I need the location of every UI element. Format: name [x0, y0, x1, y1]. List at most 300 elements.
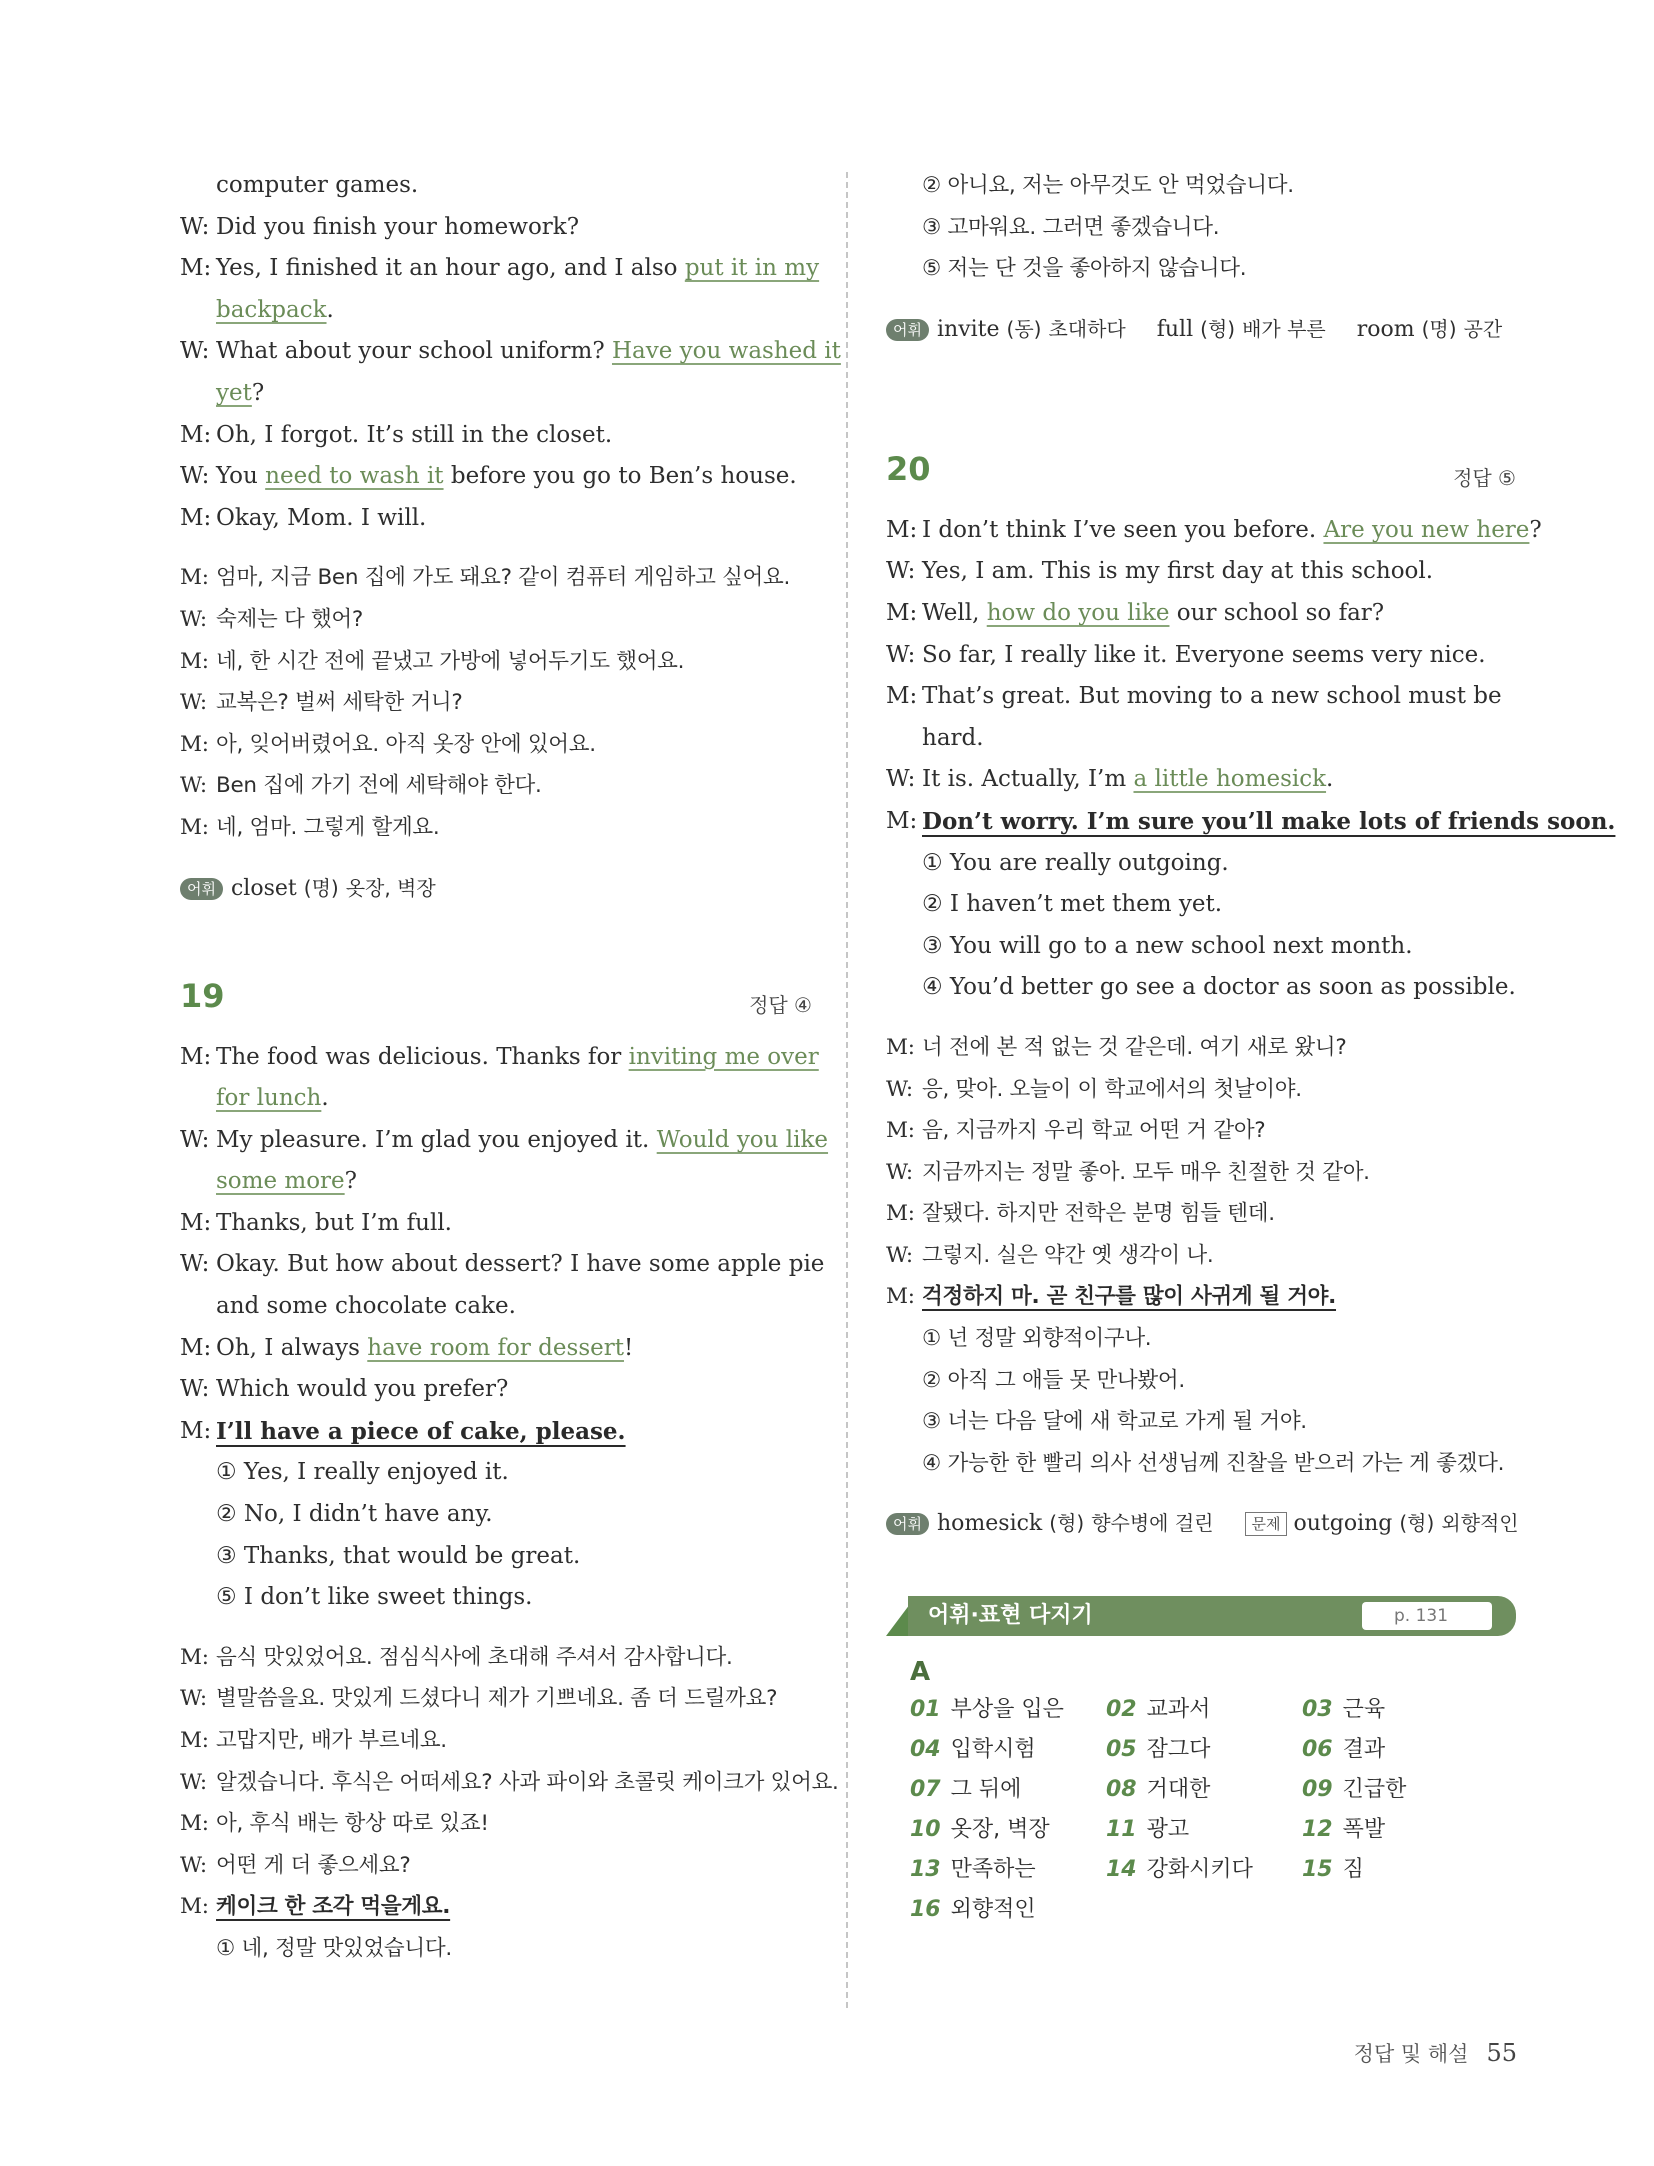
vocab-word: room	[1356, 316, 1415, 342]
dialogue-block	[180, 165, 841, 539]
vocab-answer-item	[910, 1812, 1050, 1843]
korean-line	[180, 1803, 812, 1845]
option-text: ② 아직 그 애들 못 만나봤어.	[922, 1367, 1185, 1393]
item-answer: 외향적인	[950, 1897, 1036, 1923]
question-number: 19	[180, 976, 225, 1015]
dialogue-line	[180, 1037, 819, 1079]
korean-line	[180, 765, 812, 807]
footer-label: 정답 및 해설	[1353, 2042, 1469, 2066]
speaker-label: M:	[886, 599, 918, 626]
line-text	[216, 1328, 633, 1370]
speaker-label: M:	[180, 648, 209, 674]
item-answer: 강화시키다	[1146, 1857, 1253, 1883]
dialogue-line	[886, 551, 1516, 593]
dialogue-line	[180, 1203, 812, 1245]
option-text: ② I haven’t met them yet.	[922, 891, 1223, 918]
korean-line	[886, 1152, 1516, 1194]
line-text	[216, 1845, 410, 1887]
korean-options-list	[886, 165, 1516, 290]
page-number: 55	[1486, 2039, 1517, 2067]
dialogue-line	[180, 1244, 825, 1286]
vocab-meaning: 외향적인	[1441, 1511, 1519, 1536]
vocab-answer-item	[1106, 1772, 1210, 1803]
item-answer: 근육	[1342, 1697, 1386, 1723]
text-segment: 네, 한 시간 전에 끝냈고 가방에 넣어두기도 했어요.	[216, 648, 685, 674]
item-answer: 거대한	[1146, 1777, 1211, 1803]
vocab-answer-item	[1302, 1692, 1385, 1723]
highlighted-phrase: yet	[216, 379, 252, 406]
section-banner	[886, 1596, 1516, 1642]
options-list	[886, 843, 1516, 1009]
highlighted-phrase: Would you like	[656, 1126, 829, 1153]
item-number: 10	[910, 1817, 941, 1843]
dialogue-line	[180, 1369, 812, 1411]
item-number: 11	[1106, 1817, 1137, 1843]
text-segment: Ben 집에 가기 전에 세탁해야 한다.	[216, 773, 542, 799]
option-text: ② No, I didn’t have any.	[216, 1501, 493, 1528]
speaker-label: M:	[180, 565, 209, 591]
line-text	[216, 1803, 489, 1845]
text-segment: Okay, Mom. I will.	[216, 504, 427, 531]
vocab-tag: 어휘	[180, 878, 223, 900]
text-segment: Thanks, but I’m full.	[216, 1209, 452, 1236]
speaker-label: W:	[180, 690, 207, 716]
option-text: ③ Thanks, that would be great.	[216, 1542, 581, 1569]
highlighted-phrase: backpack	[216, 296, 327, 323]
item-number: 07	[910, 1777, 941, 1803]
line-text	[922, 635, 1486, 677]
korean-line	[886, 1027, 1516, 1069]
vocab-answer-item	[1302, 1772, 1406, 1803]
text-segment: 너 전에 본 적 없는 것 같은데. 여기 새로 왔니?	[922, 1034, 1347, 1060]
korean-line	[180, 599, 812, 641]
speaker-label: M:	[886, 1201, 915, 1227]
speaker-label: M:	[180, 1334, 212, 1361]
item-answer: 그 뒤에	[950, 1777, 1022, 1803]
speaker-label: M:	[886, 1118, 915, 1144]
option-item	[886, 1443, 1516, 1485]
item-number: 05	[1106, 1737, 1137, 1763]
line-text	[216, 1678, 777, 1720]
pos-marker: (형)	[1200, 316, 1236, 341]
option-item	[886, 843, 1516, 885]
line-text	[216, 1286, 516, 1328]
speaker-label: M:	[886, 1284, 915, 1310]
option-text: ② 아니요, 저는 아무것도 안 먹었습니다.	[922, 173, 1294, 198]
speaker-label: M:	[180, 421, 212, 448]
text-segment: I don’t think I’ve seen you before.	[922, 516, 1324, 543]
option-text: ④ You’d better go see a doctor as soon as possible.	[922, 974, 1516, 1001]
text-segment: 어떤 게 더 좋으세요?	[216, 1852, 411, 1878]
vocab-word: outgoing	[1293, 1511, 1393, 1537]
korean-options-list	[180, 1928, 812, 1970]
option-text: ① 네, 정말 맛있었습니다.	[216, 1935, 452, 1961]
text-segment: ?	[251, 379, 265, 406]
speaker-label: M:	[180, 814, 209, 840]
vocab-meaning: 초대하다	[1048, 316, 1126, 341]
korean-line	[180, 682, 812, 724]
vocab-tag: 어휘	[886, 1513, 929, 1535]
speaker-label: W:	[180, 1376, 210, 1403]
line-text	[216, 1078, 329, 1120]
speaker-label: W:	[886, 766, 916, 793]
vocab-answer-item	[1106, 1812, 1189, 1843]
speaker-label: W:	[180, 1126, 210, 1153]
text-segment: !	[623, 1334, 634, 1361]
speaker-label: W:	[180, 338, 210, 365]
highlighted-phrase: need to wash it	[265, 463, 444, 490]
item-number: 12	[1302, 1817, 1333, 1843]
text-segment: 그렇지. 실은 약간 옛 생각이 나.	[922, 1242, 1214, 1268]
item-number: 13	[910, 1857, 941, 1883]
text-segment: 네, 엄마. 그렇게 할게요.	[216, 814, 440, 840]
dialogue-line	[180, 1328, 812, 1370]
korean-line	[180, 641, 812, 683]
highlighted-phrase: have room for dessert	[367, 1334, 624, 1361]
korean-line	[886, 1276, 1516, 1318]
item-number: 04	[910, 1737, 941, 1763]
text-segment: Well,	[922, 599, 987, 626]
option-text: ① 넌 정말 외향적이구나.	[922, 1326, 1152, 1352]
korean-line	[180, 1886, 812, 1928]
speaker-label: M:	[180, 1811, 209, 1837]
pos-marker: (명)	[1421, 316, 1457, 341]
line-text	[922, 1027, 1346, 1069]
speaker-label: W:	[180, 606, 207, 632]
item-answer: 긴급한	[1342, 1777, 1407, 1803]
item-answer: 폭발	[1342, 1817, 1386, 1843]
speaker-label: M:	[886, 1034, 915, 1060]
line-text	[216, 557, 790, 599]
dialogue-line	[886, 676, 1516, 718]
line-text	[216, 1762, 839, 1804]
text-segment: Yes, I finished it an hour ago, and I also	[216, 255, 685, 282]
speaker-label: W:	[180, 1769, 207, 1795]
speaker-label: W:	[886, 1159, 913, 1185]
highlighted-phrase: inviting me over	[628, 1043, 819, 1070]
korean-line	[180, 724, 812, 766]
item-answer: 잠그다	[1146, 1737, 1211, 1763]
vocab-answer-item	[1302, 1812, 1385, 1843]
line-text	[922, 1069, 1302, 1111]
vocab-word: full	[1156, 316, 1194, 342]
answer-sentence: 걱정하지 마. 곧 친구를 많이 사귀게 될 거야.	[922, 1284, 1337, 1310]
dialogue-line	[886, 718, 1516, 760]
korean-line	[886, 1193, 1516, 1235]
highlighted-phrase: how do you like	[986, 599, 1170, 626]
option-item	[180, 1536, 812, 1578]
option-item	[886, 165, 1516, 207]
vocab-tag: 어휘	[886, 319, 929, 341]
vocab-meaning: 배가 부른	[1242, 316, 1326, 341]
speaker-label: M:	[886, 807, 918, 834]
line-text	[216, 290, 334, 332]
dialogue-line	[180, 373, 812, 415]
line-text	[216, 1886, 450, 1928]
option-item	[886, 1401, 1516, 1443]
vocab-answer-item	[910, 1892, 1036, 1923]
speaker-label: M:	[180, 255, 212, 282]
line-text	[922, 1235, 1213, 1277]
problem-tag: 문제	[1245, 1512, 1288, 1536]
text-segment: What about your school uniform?	[216, 338, 612, 365]
vocab-answer-section	[886, 1652, 1516, 1932]
speaker-label: W:	[886, 558, 916, 585]
text-segment: 알겠습니다. 후식은 어떠세요? 사과 파이와 초콜릿 케이크가 있어요.	[216, 1769, 839, 1795]
text-segment: 별말씀을요. 맛있게 드셨다니 제가 기쁘네요. 좀 더 드릴까요?	[216, 1686, 778, 1712]
text-segment: 음, 지금까지 우리 학교 어떤 거 같아?	[922, 1118, 1266, 1144]
text-segment: So far, I really like it. Everyone seems very nice.	[922, 641, 1486, 668]
dialogue-line	[886, 635, 1516, 677]
line-text	[216, 1369, 508, 1411]
option-item	[886, 207, 1516, 249]
item-answer: 만족하는	[950, 1857, 1036, 1883]
korean-translation-block	[886, 1027, 1516, 1318]
line-text	[216, 1720, 447, 1762]
speaker-label: W:	[886, 1242, 913, 1268]
text-segment: Which would you prefer?	[216, 1376, 509, 1403]
item-answer: 부상을 입은	[950, 1697, 1064, 1723]
line-text	[216, 248, 819, 290]
speaker-label: W:	[180, 463, 210, 490]
text-segment: computer games.	[216, 172, 419, 198]
vocab-note	[180, 867, 812, 909]
speaker-label: M:	[180, 1043, 212, 1070]
line-text	[216, 682, 463, 724]
answer-sentence: I’ll have a piece of cake, please.	[216, 1417, 626, 1445]
line-text	[216, 724, 596, 766]
line-text	[216, 456, 797, 498]
option-item	[180, 1452, 812, 1494]
text-segment: 아, 잊어버렸어요. 아직 옷장 안에 있어요.	[216, 731, 596, 757]
korean-line	[180, 1637, 812, 1679]
line-text	[216, 1203, 452, 1245]
korean-line	[180, 1762, 839, 1804]
line-text	[216, 765, 542, 807]
line-text	[216, 331, 841, 373]
speaker-label: M:	[180, 1728, 209, 1753]
question-header-19	[180, 967, 812, 1037]
page-footer	[1354, 2038, 1517, 2068]
line-text	[216, 1244, 824, 1286]
text-segment: Yes, I am. This is my first day at this school.	[922, 558, 1434, 585]
dialogue-line	[886, 510, 1542, 552]
dialogue-line	[180, 1078, 812, 1120]
banner-title: 어휘·표현 다지기	[928, 1603, 1093, 1629]
option-item	[886, 248, 1516, 290]
text-segment: .	[321, 1085, 329, 1112]
dialogue-line	[180, 456, 812, 498]
option-text: ① You are really outgoing.	[922, 849, 1229, 876]
korean-line	[180, 807, 812, 849]
speaker-label: W:	[886, 641, 916, 668]
question-number: 20	[886, 449, 931, 488]
dialogue-line	[886, 801, 1616, 843]
text-segment: Okay. But how about dessert? I have some apple pie	[216, 1251, 825, 1278]
vocab-answer-grid	[910, 1692, 1516, 1932]
line-text	[216, 807, 439, 849]
line-text	[922, 551, 1433, 593]
answer-label: 정답 ⑤	[1453, 465, 1516, 490]
dialogue-line	[180, 165, 812, 207]
text-segment: 고맙지만, 배가 부르네요.	[216, 1728, 447, 1753]
option-text: ③ You will go to a new school next month.	[922, 932, 1413, 959]
question-header-20	[886, 440, 1516, 510]
option-text: ① Yes, I really enjoyed it.	[216, 1459, 509, 1486]
line-text	[922, 593, 1384, 635]
text-segment: 응, 맞아. 오늘이 이 학교에서의 첫날이야.	[922, 1076, 1302, 1102]
highlighted-phrase: for lunch	[216, 1085, 322, 1112]
line-text	[922, 1193, 1275, 1235]
text-segment: My pleasure. I’m glad you enjoyed it.	[216, 1126, 657, 1153]
answer-label: 정답 ④	[749, 992, 812, 1017]
korean-line	[886, 1235, 1516, 1277]
vocab-answer-item	[910, 1772, 1021, 1803]
vocab-answer-item	[910, 1732, 1036, 1763]
text-segment: 엄마, 지금 Ben 집에 가도 돼요? 같이 컴퓨터 게임하고 싶어요.	[216, 565, 791, 591]
text-segment: 잘됐다. 하지만 전학은 분명 힘들 텐데.	[922, 1201, 1275, 1227]
line-text	[216, 207, 579, 249]
option-text: ⑤ 저는 단 것을 좋아하지 않습니다.	[922, 256, 1247, 282]
vocab-meaning: 공간	[1463, 316, 1503, 341]
text-segment: The food was delicious. Thanks for	[216, 1043, 629, 1070]
text-segment: You	[216, 463, 266, 490]
vocab-answer-item	[1106, 1732, 1210, 1763]
option-text: ⑤ I don’t like sweet things.	[216, 1584, 533, 1611]
speaker-label: W:	[180, 213, 210, 240]
highlighted-phrase: a little homesick	[1133, 766, 1327, 793]
speaker-label: M:	[180, 1417, 212, 1444]
highlighted-phrase: Have you washed it	[611, 338, 841, 365]
option-text: ③ 고마워요. 그러면 좋겠습니다.	[922, 214, 1220, 240]
vocab-note	[886, 308, 1516, 350]
pos-marker: (명)	[303, 875, 339, 900]
dialogue-line	[180, 1411, 812, 1453]
line-text	[216, 641, 684, 683]
speaker-label: W:	[886, 1076, 913, 1102]
vocab-answer-item	[1302, 1852, 1364, 1883]
item-number: 01	[910, 1697, 941, 1723]
line-text	[216, 1161, 357, 1203]
dialogue-line	[886, 759, 1516, 801]
korean-translation-block	[180, 557, 812, 848]
line-text	[922, 1110, 1265, 1152]
speaker-label: W:	[180, 1852, 207, 1878]
korean-line	[886, 1069, 1516, 1111]
pos-marker: (동)	[1006, 316, 1042, 341]
line-text	[922, 759, 1333, 801]
item-number: 06	[1302, 1737, 1333, 1763]
line-text	[216, 165, 418, 207]
korean-line	[180, 1678, 812, 1720]
speaker-label: W:	[180, 1686, 207, 1712]
dialogue-line	[180, 1161, 812, 1203]
item-number: 15	[1302, 1857, 1333, 1883]
item-answer: 광고	[1146, 1817, 1190, 1843]
dialogue-block	[886, 510, 1616, 843]
banner-page-ref: p. 131	[1362, 1602, 1492, 1630]
left-column	[180, 165, 841, 1970]
section-label: A	[910, 1657, 931, 1688]
option-item	[886, 1318, 1516, 1360]
highlighted-phrase: put it in my	[684, 255, 820, 282]
dialogue-block	[180, 1037, 829, 1453]
vocab-answer-item	[1302, 1732, 1385, 1763]
line-text	[216, 1637, 733, 1679]
speaker-label: M:	[180, 1209, 212, 1236]
vocab-answer-item	[1106, 1852, 1253, 1883]
dialogue-line	[886, 593, 1516, 635]
text-segment: Did you finish your homework?	[216, 213, 580, 240]
option-item	[886, 967, 1516, 1009]
highlighted-phrase: Are you new here	[1323, 516, 1530, 543]
line-text	[922, 676, 1502, 718]
korean-line	[180, 1845, 812, 1887]
speaker-label: M:	[886, 516, 918, 543]
text-segment: and some chocolate cake.	[216, 1293, 516, 1320]
line-text	[216, 1411, 626, 1454]
line-text	[216, 415, 612, 457]
speaker-label: M:	[180, 1894, 209, 1920]
line-text	[922, 1276, 1336, 1318]
right-column	[886, 165, 1616, 1932]
item-answer: 입학시험	[950, 1737, 1036, 1763]
line-text	[216, 498, 426, 540]
text-segment: hard.	[922, 724, 984, 751]
line-text	[216, 1120, 828, 1162]
item-answer: 교과서	[1146, 1697, 1211, 1723]
line-text	[922, 1152, 1370, 1194]
vocab-meaning: 향수병에 걸린	[1091, 1511, 1214, 1536]
item-answer: 결과	[1342, 1737, 1386, 1763]
highlighted-phrase: some more	[216, 1168, 345, 1195]
option-text: ③ 너는 다음 달에 새 학교로 가게 될 거야.	[922, 1409, 1307, 1435]
speaker-label: W:	[180, 773, 207, 799]
vocab-word: homesick	[936, 1511, 1043, 1537]
options-list	[180, 1452, 812, 1618]
line-text	[216, 1037, 819, 1079]
dialogue-line	[180, 331, 841, 373]
korean-line	[886, 1110, 1516, 1152]
vocab-word: invite	[936, 316, 1000, 342]
item-number: 14	[1106, 1857, 1137, 1883]
answer-sentence: Don’t worry. I’m sure you’ll make lots of friends soon.	[922, 807, 1616, 835]
vocab-word: closet	[230, 875, 297, 901]
line-text	[922, 718, 984, 760]
speaker-label: M:	[886, 683, 918, 710]
option-item	[886, 1360, 1516, 1402]
dialogue-line	[180, 207, 812, 249]
text-segment: Oh, I always	[216, 1334, 368, 1361]
dialogue-line	[180, 1120, 829, 1162]
vocab-answer-item	[1106, 1692, 1210, 1723]
option-item	[180, 1928, 812, 1970]
korean-line	[180, 1720, 812, 1762]
text-segment: 지금까지는 정말 좋아. 모두 매우 친절한 것 같아.	[922, 1159, 1370, 1185]
text-segment: 아, 후식 배는 항상 따로 있죠!	[216, 1811, 489, 1837]
option-item	[886, 884, 1516, 926]
text-segment: 음식 맛있었어요. 점심식사에 초대해 주셔서 감사합니다.	[216, 1644, 733, 1670]
pos-marker: (형)	[1049, 1511, 1085, 1536]
item-answer: 옷장, 벽장	[950, 1817, 1050, 1843]
korean-translation-block	[180, 1637, 839, 1928]
dialogue-line	[180, 1286, 812, 1328]
option-item	[180, 1577, 812, 1619]
speaker-label: M:	[180, 1644, 209, 1670]
korean-options-list	[886, 1318, 1516, 1484]
dialogue-line	[180, 415, 812, 457]
item-number: 16	[910, 1897, 941, 1923]
